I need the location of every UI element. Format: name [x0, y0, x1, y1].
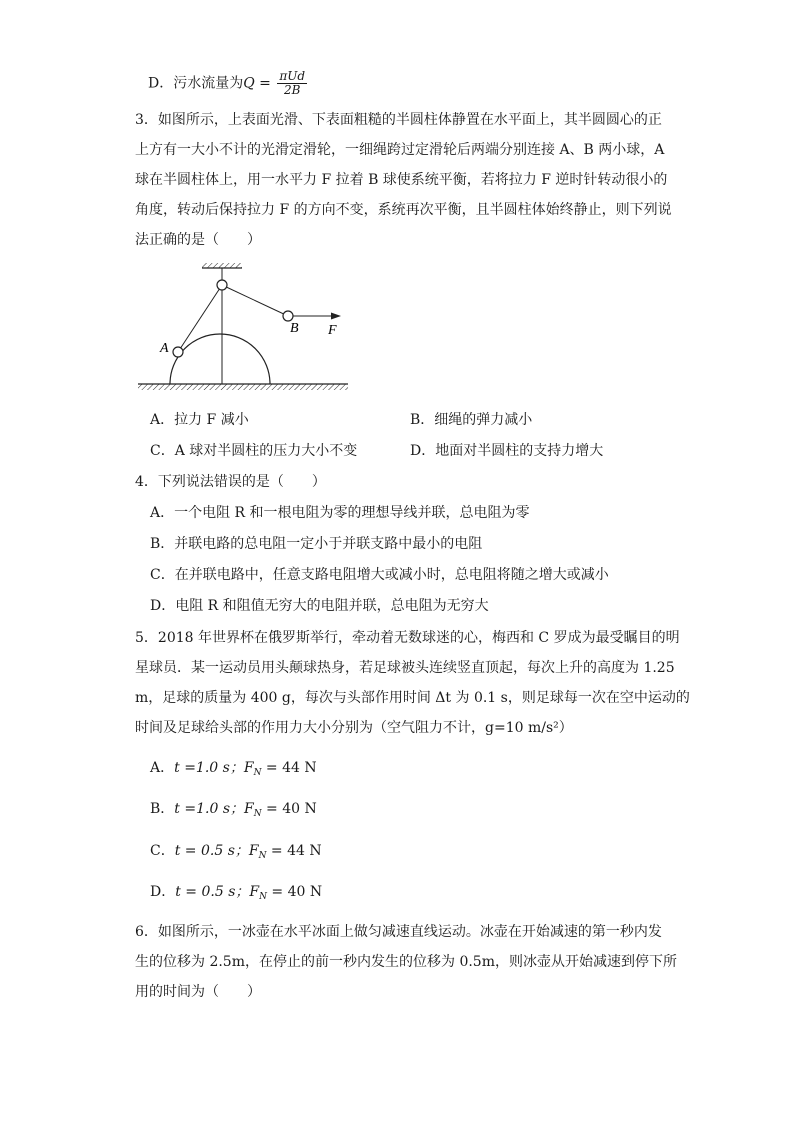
- q3-figure: [130, 260, 360, 400]
- q4-stem: 4．下列说法错误的是（ ）: [135, 474, 326, 490]
- option-force-sub: N: [258, 851, 267, 861]
- rope-b: [222, 285, 288, 316]
- q5-option-a: [150, 758, 317, 783]
- q5-stem-line-3: m，足球的质量为 400 g，每次与头部作用时间 Δt 为 0.1 s，则足球每一次在空中运动的: [135, 690, 690, 706]
- q4-option-c: C．在并联电路中，任意支路电阻增大或减小时，总电阻将随之增大或减小: [150, 567, 609, 583]
- option-force-sub: N: [253, 768, 262, 778]
- q6-stem-line-2: 生的位移为 2.5m，在停止的前一秒内发生的位移为 0.5m，则冰壶从开始减速到停下所: [135, 954, 677, 970]
- q4-option-b: B．并联电路的总电阻一定小于并联支路中最小的电阻: [150, 536, 483, 552]
- rope-a: [178, 285, 222, 352]
- q6-stem-line-3: 用的时间为（ ）: [135, 984, 261, 1000]
- force-arrow-head: [331, 313, 341, 320]
- q4-option-a: A．一个电阻 R 和一根电阻为零的理想导线并联，总电阻为零: [150, 505, 530, 521]
- formula-fraction: [277, 70, 307, 97]
- q3-stem-line-3: 球在半圆柱体上，用一水平力 F 拉着 B 球使系统平衡，若将拉力 F 逆时针转动很小的: [135, 172, 668, 188]
- fraction-denominator: 2B: [283, 83, 301, 97]
- q3-option-b: B．细绳的弹力减小: [410, 412, 533, 428]
- q6-stem-line-1: 6．如图所示，一冰壶在水平冰面上做匀减速直线运动。冰壶在开始减速的第一秒内发: [135, 924, 662, 940]
- option-force-symbol: F: [249, 884, 260, 900]
- q3-stem-line-2: 上方有一大小不计的光滑定滑轮，一细绳跨过定滑轮后两端分别连接 A、B 两小球，A: [135, 142, 665, 158]
- q3-stem-line-4: 角度，转动后保持拉力 F 的方向不变，系统再次平衡，且半圆柱体始终静止，则下列说: [135, 202, 672, 218]
- q4-option-d: D．电阻 R 和阻值无穷大的电阻并联，总电阻为无穷大: [150, 598, 489, 614]
- fraction-numerator: πUd: [279, 69, 306, 83]
- option-force-value: = 40 N: [261, 801, 317, 817]
- q5-option-d: [150, 882, 322, 907]
- q3-stem-line-1: 3．如图所示，上表面光滑、下表面粗糙的半圆柱体静置在水平面上，其半圆圆心的正: [135, 112, 662, 128]
- q5-option-b: [150, 799, 317, 824]
- option-letter: D．: [150, 884, 176, 900]
- q2-option-d: [148, 70, 307, 97]
- option-time: t = 0.5 s；: [174, 843, 249, 859]
- pulley: [217, 280, 227, 290]
- option-time: t =1.0 s；: [174, 801, 245, 817]
- option-force-symbol: F: [248, 843, 259, 859]
- option-force-symbol: F: [243, 760, 254, 776]
- option-force-value: = 44 N: [266, 843, 322, 859]
- q5-option-c: [150, 841, 322, 866]
- option-letter: B．: [150, 801, 175, 817]
- q3-option-a: A．拉力 F 减小: [150, 412, 249, 428]
- option-force-sub: N: [259, 892, 267, 902]
- q3-option-c: C．A 球对半圆柱的压力大小不变: [150, 443, 358, 459]
- q2-option-d-text: D．污水流量为: [148, 75, 244, 92]
- option-time: t = 0.5 s；: [175, 884, 250, 900]
- option-force-symbol: F: [244, 801, 254, 817]
- formula-eq: =: [254, 75, 276, 92]
- ball-a: [173, 347, 183, 357]
- ground-hatch: [138, 384, 348, 390]
- ball-b: [283, 311, 293, 321]
- q5-stem-line-4: 时间及足球给头部的作用力大小分别为（空气阻力不计，g=10 m/s²）: [135, 720, 573, 736]
- option-force-sub: N: [253, 809, 262, 819]
- option-letter: A．: [150, 760, 175, 776]
- q3-stem-line-5: 法正确的是（ ）: [135, 232, 261, 248]
- label-f: F: [328, 323, 337, 338]
- label-a: A: [160, 341, 169, 356]
- formula-q: Q: [243, 75, 255, 92]
- label-b: B: [290, 321, 299, 336]
- q5-stem-line-1: 5．2018 年世界杯在俄罗斯举行，牵动着无数球迷的心，梅西和 C 罗成为最受瞩目的明: [135, 630, 680, 646]
- q5-stem-line-2: 星球员．某一运动员用头颠球热身，若足球被头连续竖直顶起，每次上升的高度为 1.25: [135, 660, 675, 676]
- option-letter: C．: [150, 843, 175, 859]
- option-time: t =1.0 s；: [174, 760, 244, 776]
- q3-option-d: D．地面对半圆柱的支持力增大: [410, 443, 604, 459]
- ceiling-hatch: [202, 263, 242, 268]
- option-force-value: = 40 N: [266, 884, 323, 900]
- option-force-value: = 44 N: [261, 760, 317, 776]
